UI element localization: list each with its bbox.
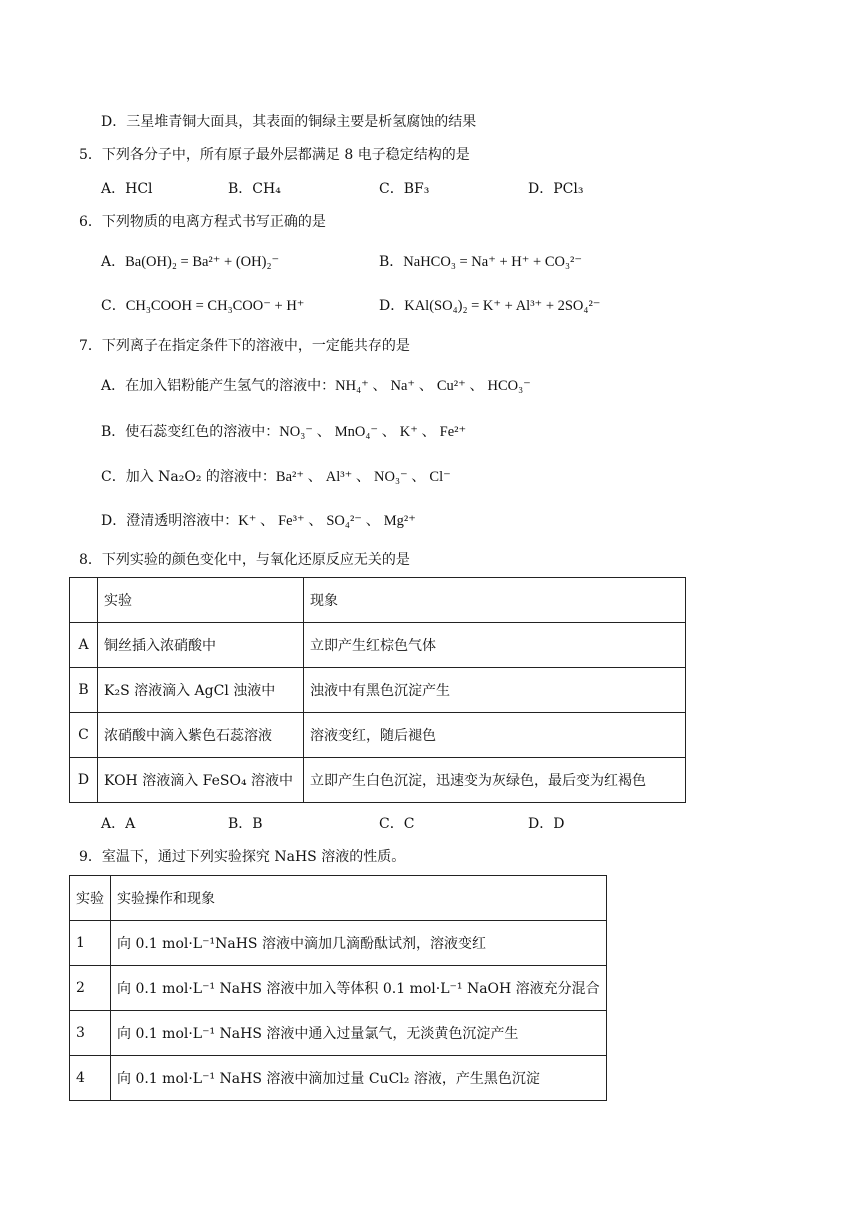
q6-option-d[interactable] — [379, 296, 600, 316]
table-cell: 立即产生红棕色气体 — [304, 623, 686, 668]
option-letter: C． — [379, 181, 404, 197]
option-letter: A． — [101, 254, 126, 270]
table-cell: B — [70, 668, 98, 713]
table-cell: 立即产生白色沉淀，迅速变为灰绿色，最后变为红褐色 — [304, 758, 686, 803]
table-cell: 浓硝酸中滴入紫色石蕊溶液 — [98, 713, 304, 758]
q9-stem: 9．室温下，通过下列实验探究 NaHS 溶液的性质。 — [79, 849, 406, 865]
q8-table — [69, 577, 686, 803]
table-row — [70, 758, 686, 803]
table-cell: 向 0.1 mol·L⁻¹ NaHS 溶液中通入过量氯气，无淡黄色沉淀产生 — [111, 1011, 607, 1056]
option-letter: D． — [528, 816, 554, 832]
q7-option-b[interactable] — [101, 422, 466, 442]
q7-stem: 7．下列离子在指定条件下的溶液中，一定能共存的是 — [79, 338, 410, 354]
q5-option-b[interactable] — [228, 179, 281, 199]
condition: 加入 Na₂O₂ 的溶液中： — [125, 469, 276, 485]
option-text: A — [125, 816, 136, 832]
option-text: BF₃ — [403, 181, 430, 197]
ions: K⁺ 、 Fe³⁺ 、 SO₄²⁻ 、 Mg²⁺ — [238, 513, 416, 529]
option-text: HCl — [125, 181, 153, 197]
condition: 澄清透明溶液中： — [126, 513, 239, 529]
option-text: D — [553, 816, 565, 832]
q6-option-b[interactable] — [379, 252, 582, 272]
option-letter: D． — [379, 298, 405, 314]
q5-option-a[interactable] — [101, 179, 153, 199]
option-letter: B． — [228, 181, 253, 197]
table-cell: 4 — [70, 1056, 111, 1101]
ions: NO₃⁻ 、 MnO₄⁻ 、 K⁺ 、 Fe²⁺ — [279, 424, 467, 440]
table-cell: K₂S 溶液滴入 AgCl 浊液中 — [98, 668, 304, 713]
table-cell: 向 0.1 mol·L⁻¹ NaHS 溶液中滴加过量 CuCl₂ 溶液，产生黑色沉淀 — [111, 1056, 607, 1101]
option-letter: C． — [379, 816, 404, 832]
option-letter: C． — [101, 298, 126, 314]
q6-option-a[interactable] — [101, 252, 279, 272]
option-text: PCl₃ — [553, 181, 584, 197]
ions: Ba²⁺ 、 Al³⁺ 、 NO₃⁻ 、 Cl⁻ — [275, 469, 451, 485]
option-letter: A． — [101, 378, 126, 394]
q8-option-d[interactable] — [528, 814, 564, 834]
option-letter: C． — [101, 469, 126, 485]
option-letter: B． — [228, 816, 253, 832]
table-cell: 浊液中有黑色沉淀产生 — [304, 668, 686, 713]
table-header-row — [70, 876, 607, 921]
equation: Ba(OH)₂ = Ba²⁺ + (OH)₂⁻ — [125, 254, 280, 270]
q5-option-d[interactable] — [528, 179, 583, 199]
q5-option-c[interactable] — [379, 179, 429, 199]
table-row — [70, 1056, 607, 1101]
option-text: C — [403, 816, 415, 832]
q8-option-c[interactable] — [379, 814, 414, 834]
table-cell: 向 0.1 mol·L⁻¹NaHS 溶液中滴加几滴酚酞试剂，溶液变红 — [111, 921, 607, 966]
table-row — [70, 623, 686, 668]
table-cell: 3 — [70, 1011, 111, 1056]
equation: NaHCO₃ = Na⁺ + H⁺ + CO₃²⁻ — [403, 254, 583, 270]
option-letter: B． — [101, 424, 126, 440]
equation: CH₃COOH = CH₃COO⁻ + H⁺ — [125, 298, 305, 314]
option-letter: D． — [528, 181, 554, 197]
table-cell: 铜丝插入浓硝酸中 — [98, 623, 304, 668]
option-letter: A． — [101, 181, 126, 197]
table-cell: D — [70, 758, 98, 803]
table-cell: 溶液变红，随后褪色 — [304, 713, 686, 758]
option-letter: B． — [379, 254, 404, 270]
q6-stem: 6．下列物质的电离方程式书写正确的是 — [79, 214, 326, 230]
condition: 使石蕊变红色的溶液中： — [125, 424, 280, 440]
q8-stem: 8．下列实验的颜色变化中，与氧化还原反应无关的是 — [79, 552, 410, 568]
q8-option-b[interactable] — [228, 814, 263, 834]
q5-stem: 5．下列各分子中，所有原子最外层都满足 8 电子稳定结构的是 — [79, 147, 470, 163]
q7-option-d[interactable] — [101, 511, 416, 531]
table-cell: KOH 溶液滴入 FeSO₄ 溶液中 — [98, 758, 304, 803]
table-row — [70, 1011, 607, 1056]
option-letter: D． — [101, 513, 127, 529]
table-row — [70, 966, 607, 1011]
equation: KAl(SO₄)₂ = K⁺ + Al³⁺ + 2SO₄²⁻ — [404, 298, 601, 314]
table-row — [70, 713, 686, 758]
table-header-row — [70, 578, 686, 623]
q6-option-c[interactable] — [101, 296, 304, 316]
option-text: B — [252, 816, 263, 832]
table-cell: A — [70, 623, 98, 668]
table-cell: 现象 — [304, 578, 686, 623]
table-row — [70, 921, 607, 966]
table-cell — [70, 578, 98, 623]
option-letter: A． — [101, 816, 126, 832]
table-cell: 实验 — [70, 876, 111, 921]
table-cell: C — [70, 713, 98, 758]
q4-option-d: D．三星堆青铜大面具，其表面的铜绿主要是析氢腐蚀的结果 — [101, 114, 477, 130]
q9-table — [69, 875, 607, 1101]
table-cell: 2 — [70, 966, 111, 1011]
option-text: CH₄ — [252, 181, 281, 197]
table-cell: 实验 — [98, 578, 304, 623]
table-row — [70, 668, 686, 713]
q7-option-c[interactable] — [101, 467, 451, 487]
table-cell: 实验操作和现象 — [111, 876, 607, 921]
table-cell: 1 — [70, 921, 111, 966]
q7-option-a[interactable] — [101, 376, 531, 396]
ions: NH₄⁺ 、 Na⁺ 、 Cu²⁺ 、 HCO₃⁻ — [335, 378, 531, 394]
condition: 在加入铝粉能产生氢气的溶液中： — [125, 378, 336, 394]
table-cell: 向 0.1 mol·L⁻¹ NaHS 溶液中加入等体积 0.1 mol·L⁻¹ NaOH 溶液充分混合 — [111, 966, 607, 1011]
q8-option-a[interactable] — [101, 814, 135, 834]
